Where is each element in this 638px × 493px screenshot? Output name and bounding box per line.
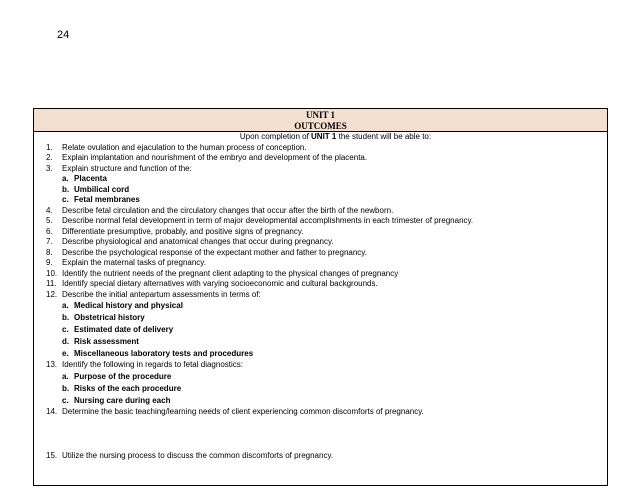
outcome-item: 4. Describe fetal circulation and the circulatory changes that occur after the birth of the newborn. [46,205,394,215]
outcome-item: 5. Describe normal fetal development in term of major developmental accomplishments in each trimester of pregnancy. [46,216,474,225]
sub-item: a. Purpose of the procedure [62,371,172,381]
unit-title: UNIT 1 [305,110,336,120]
sub-item: e. Miscellaneous laboratory tests and procedures [62,349,254,358]
sub-item: a. Medical history and physical [62,301,183,310]
table-header [34,109,607,132]
sub-item: b. Obstetrical history [62,313,145,322]
outcome-item: 2. Explain implantation and nourishment of the embryo and development of the placenta. [46,153,368,162]
sub-item: d. Risk assessment [62,337,139,346]
outcome-item: 13. Identify the following in regards to fetal diagnostics: [46,360,243,369]
outcome-item: 7. Describe physiological and anatomical changes that occur during pregnancy. [46,237,334,246]
outcome-item: 10. Identify the nutrient needs of the pregnant client adapting to the physical changes of pregnancy [46,268,399,278]
outcome-item: 6. Differentiate presumptive, probably, and positive signs of pregnancy. [46,226,304,236]
outcomes-title: OUTCOMES [294,121,347,131]
outcome-item: 12. Describe the initial antepartum assessments in terms of: [46,289,261,299]
outcome-item: 9. Explain the maternal tasks of pregnancy. [46,258,206,267]
outcome-item: 14. Determine the basic teaching/learning needs of client experiencing common discomforts of pregnancy. [46,406,424,416]
outcome-item: 3. Explain structure and function of the: [46,163,192,173]
sub-item: c. Nursing care during each [62,395,171,405]
outcomes-table [33,108,608,486]
sub-item: c. Fetal membranes [62,195,140,204]
sub-item: b. Umbilical cord [62,184,130,194]
outcomes-body [34,132,607,462]
spacer [34,417,607,451]
outcome-item: 11. Identify special dietary alternatives with varying socioeconomic and cultural backgrounds. [46,279,378,288]
outcome-item: 1. Relate ovulation and ejaculation to the human process of conception. [46,142,307,152]
intro-line: Upon completion of UNIT 1 the student will be able to: [239,132,432,141]
page-number: 24 [57,29,70,41]
sub-item: c. Estimated date of delivery [62,325,174,334]
outcome-item: 8. Describe the psychological response of the expectant mother and father to pregnancy. [46,247,367,257]
outcome-item: 15. Utilize the nursing process to discuss the common discomforts of pregnancy. [46,451,334,460]
sub-item: b. Risks of the each procedure [62,383,182,393]
sub-item: a. Placenta [62,174,107,183]
